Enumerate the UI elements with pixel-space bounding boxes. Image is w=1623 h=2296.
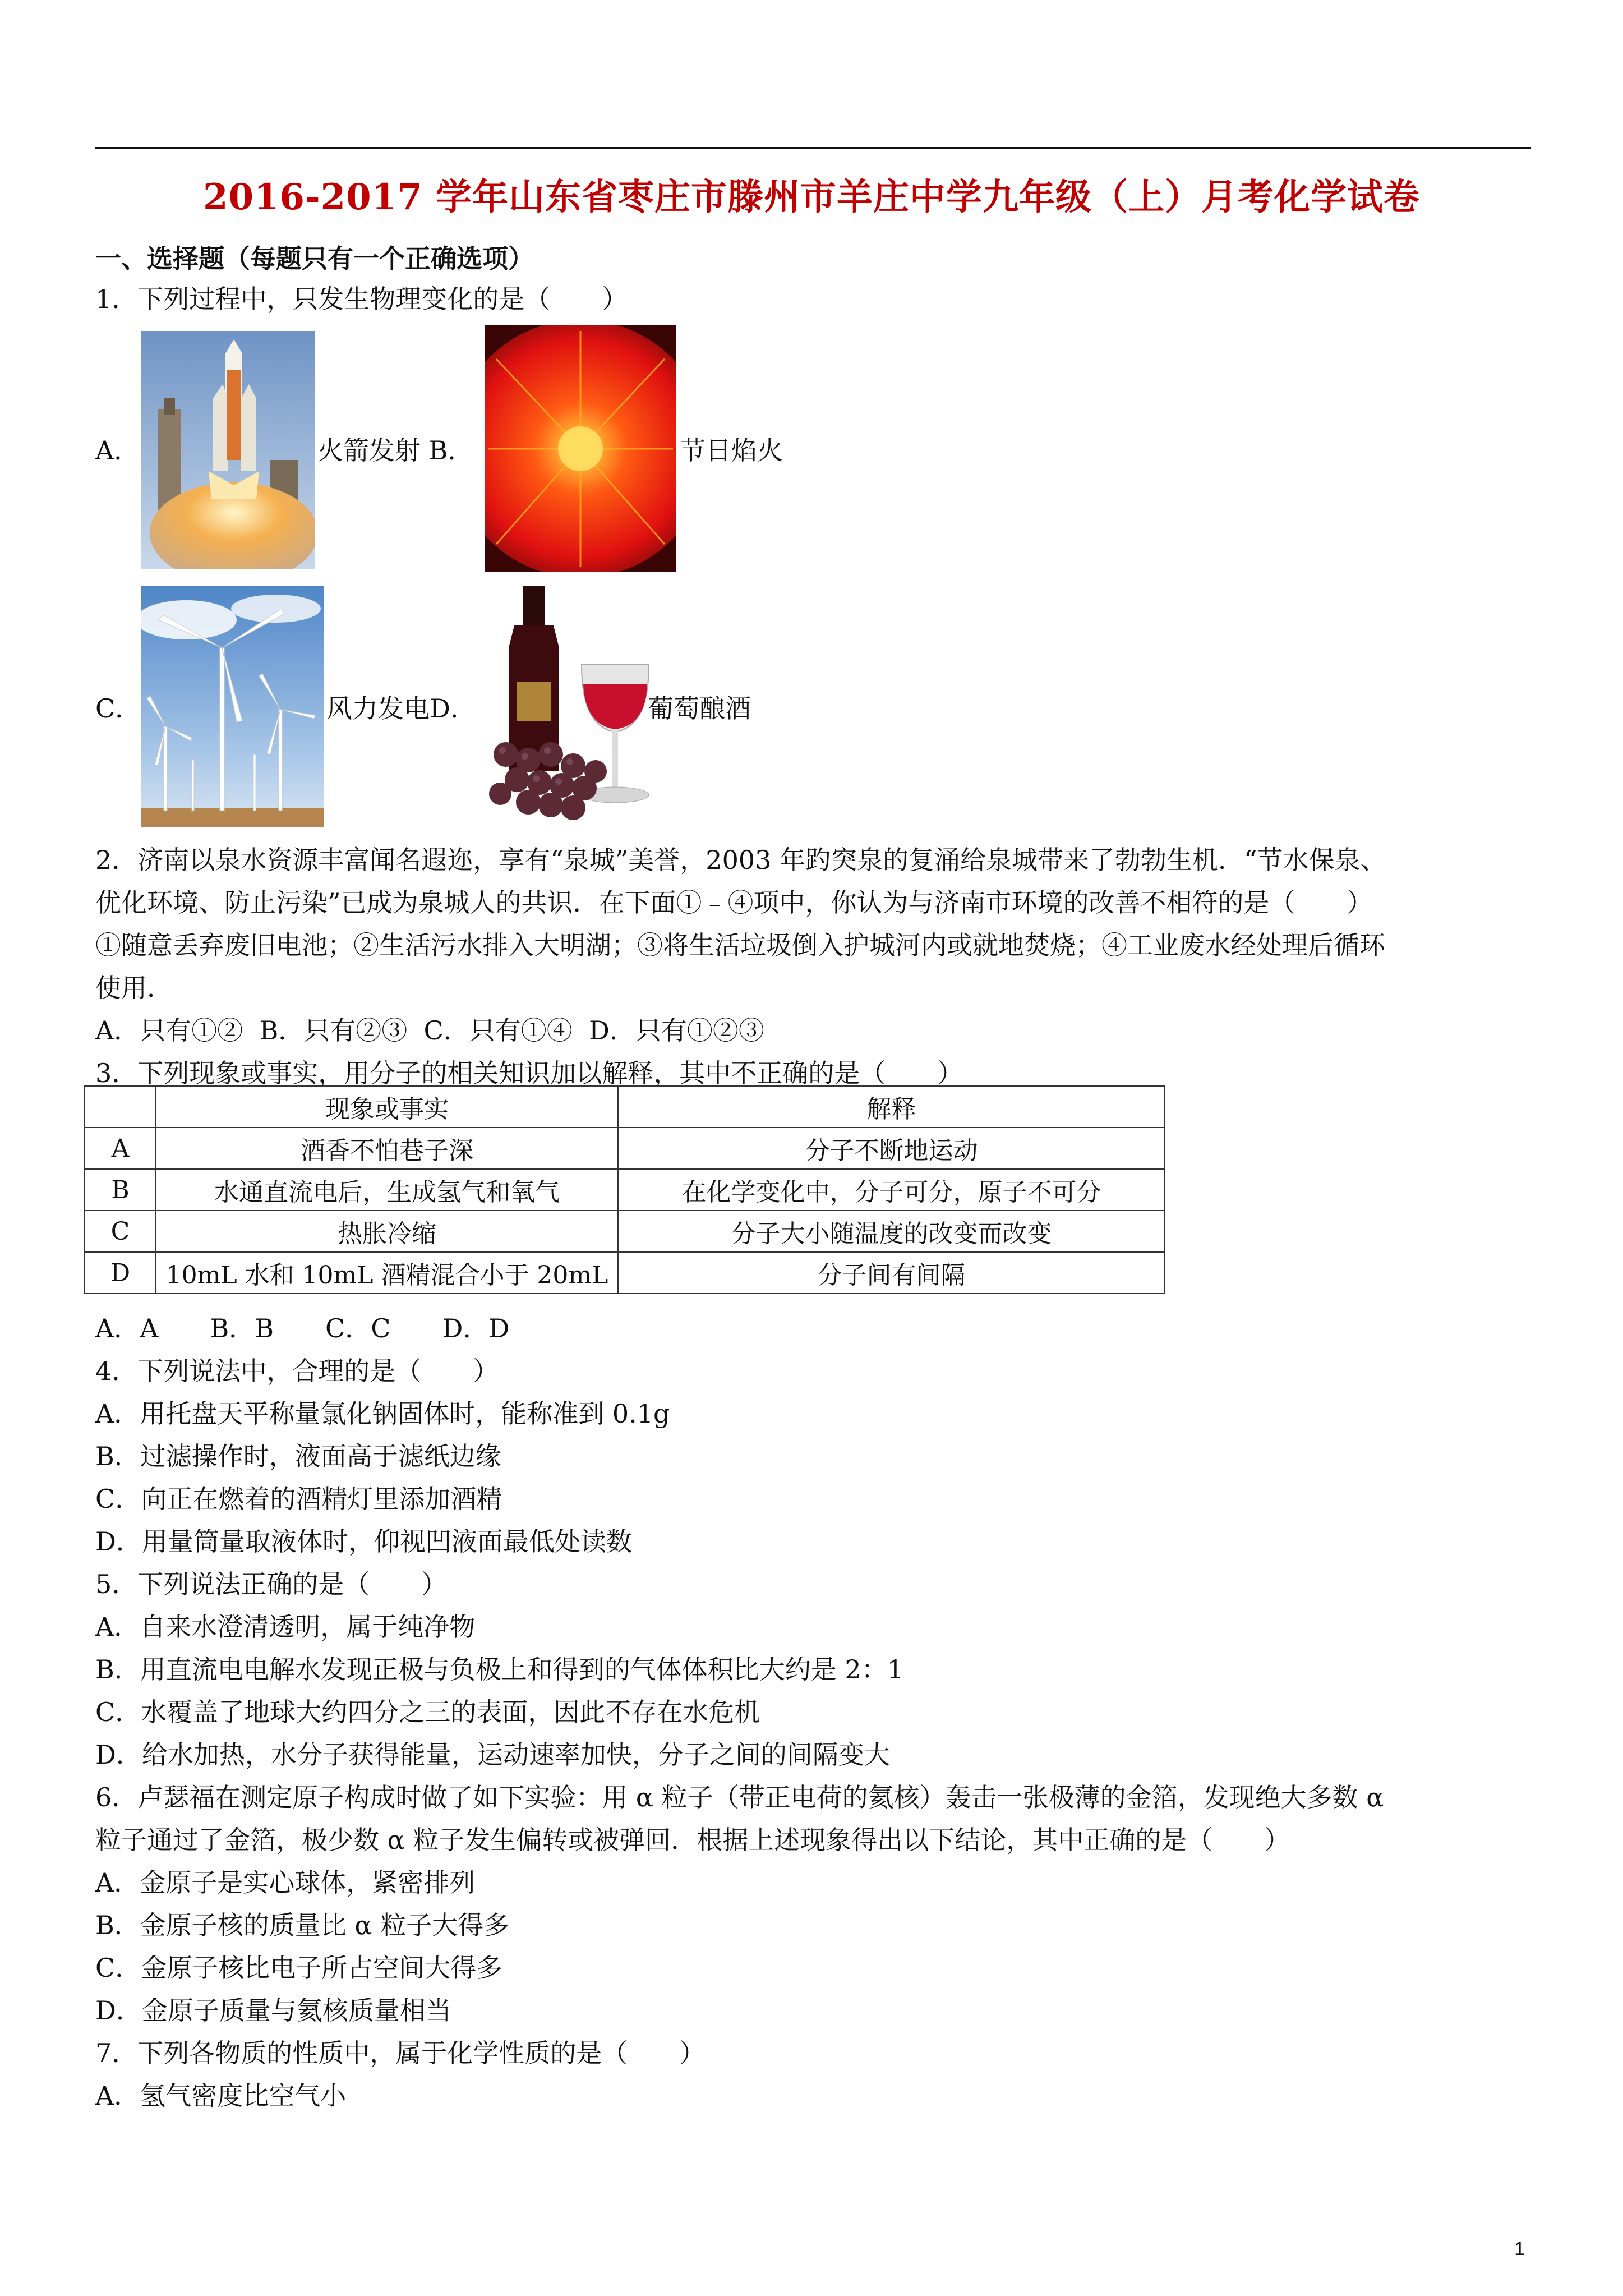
question-2-options: A．只有①② B．只有②③ C．只有①④ D．只有①②③	[95, 1015, 764, 1046]
section-heading: 一、选择题（每题只有一个正确选项）	[95, 243, 534, 274]
question-4-option-c: C．向正在燃着的酒精灯里添加酒精	[95, 1484, 502, 1514]
question-3-stem: 3．下列现象或事实，用分子的相关知识加以解释，其中不正确的是（ ）	[95, 1058, 963, 1088]
question-6-line-2: 粒子通过了金箔，极少数 α 粒子发生偏转或被弹回．根据上述现象得出以下结论，其中正确的是（ ）	[95, 1825, 1290, 1855]
question-1-stem: 1．下列过程中，只发生物理变化的是（ ）	[95, 284, 628, 314]
table-cell: 酒香不怕巷子深	[156, 1128, 618, 1169]
table-row	[85, 1169, 1165, 1211]
question-4-option-b: B．过滤操作时，液面高于滤纸边缘	[95, 1441, 501, 1471]
q1-option-c-label: C．	[95, 693, 141, 724]
question-2-line-3: ①随意丢弃废旧电池；②生活污水排入大明湖；③将生活垃圾倒入护城河内或就地焚烧；④工业废水经处理后循环	[95, 930, 1385, 960]
table-cell: B	[85, 1169, 156, 1211]
q1-option-d-text: 葡萄酿酒	[648, 693, 751, 724]
table-cell: 分子大小随温度的改变而改变	[618, 1211, 1165, 1252]
page-title: 2016-2017 学年山东省枣庄市滕州市羊庄中学九年级（上）月考化学试卷	[202, 176, 1421, 218]
table-cell: 分子不断地运动	[618, 1128, 1165, 1169]
question-4-stem: 4．下列说法中，合理的是（ ）	[95, 1356, 499, 1386]
table-cell: 10mL 水和 10mL 酒精混合小于 20mL	[156, 1252, 618, 1294]
table-cell: 水通直流电后，生成氢气和氧气	[156, 1169, 618, 1211]
table-header-row	[85, 1086, 1165, 1128]
table-cell: 分子间有间隔	[618, 1252, 1165, 1294]
question-6-option-b: B．金原子核的质量比 α 粒子大得多	[95, 1910, 510, 1940]
question-3-options: A．A B．B C．C D．D	[95, 1313, 510, 1343]
wind-turbines-image	[141, 586, 324, 827]
question-5-option-a: A．自来水澄清透明，属于纯净物	[95, 1612, 476, 1642]
table-cell: 热胀冷缩	[156, 1211, 618, 1252]
table-header-cell: 解释	[618, 1086, 1165, 1128]
q1-option-a-label: A．	[95, 435, 140, 466]
table-row	[85, 1252, 1165, 1294]
page-number: 1	[1514, 2238, 1525, 2260]
table-header-cell	[85, 1086, 156, 1128]
question-5-option-c: C．水覆盖了地球大约四分之三的表面，因此不存在水危机	[95, 1697, 760, 1727]
question-7-stem: 7．下列各物质的性质中，属于化学性质的是（ ）	[95, 2038, 706, 2068]
fireworks-image	[485, 325, 676, 572]
table-cell: D	[85, 1252, 156, 1294]
question-6-option-a: A．金原子是实心球体，紧密排列	[95, 1867, 476, 1898]
question-2-line-4: 使用．	[95, 973, 173, 1003]
question-5-option-b: B．用直流电电解水发现正极与负极上和得到的气体体积比大约是 2：1	[95, 1654, 903, 1685]
question-5-stem: 5．下列说法正确的是（ ）	[95, 1569, 448, 1599]
table-row	[85, 1211, 1165, 1252]
table-cell: A	[85, 1128, 156, 1169]
table-row	[85, 1128, 1165, 1169]
question-7-option-a: A．氢气密度比空气小	[95, 2081, 347, 2111]
question-6-option-d: D．金原子质量与氦核质量相当	[95, 1995, 451, 2026]
table-cell: 在化学变化中，分子可分，原子不可分	[618, 1169, 1165, 1211]
question-3-table	[84, 1085, 1165, 1294]
rocket-launch-image	[141, 331, 315, 569]
table-cell: C	[85, 1211, 156, 1252]
question-2-line-1: 2．济南以泉水资源丰富闻名遐迩，享有“泉城”美誉，2003 年趵突泉的复涌给泉城带来了勃勃生机．“节水保泉、	[95, 845, 1386, 875]
question-2-line-2: 优化环境、防止污染”已成为泉城人的共识．在下面①﹣④项中，你认为与济南市环境的改善不相符的是（ ）	[95, 887, 1373, 918]
table-header-cell: 现象或事实	[156, 1086, 618, 1128]
question-4-option-a: A．用托盘天平称量氯化钠固体时，能称准到 0.1g	[95, 1398, 670, 1429]
question-6-line-1: 6．卢瑟福在测定原子构成时做了如下实验：用 α 粒子（带正电荷的氦核）轰击一张极薄的金箔，发现绝大多数 α	[95, 1782, 1384, 1812]
question-6-option-c: C．金原子核比电子所占空间大得多	[95, 1953, 502, 1983]
header-rule	[95, 147, 1531, 149]
q1-option-c-text: 风力发电D．	[326, 693, 476, 724]
q1-option-b-text: 节日焰火	[680, 435, 783, 466]
q1-option-a-text: 火箭发射 B．	[317, 435, 474, 466]
question-5-option-d: D．给水加热，水分子获得能量，运动速率加快，分子之间的间隔变大	[95, 1740, 890, 1770]
question-4-option-d: D．用量筒量取液体时，仰视凹液面最低处读数	[95, 1526, 632, 1557]
